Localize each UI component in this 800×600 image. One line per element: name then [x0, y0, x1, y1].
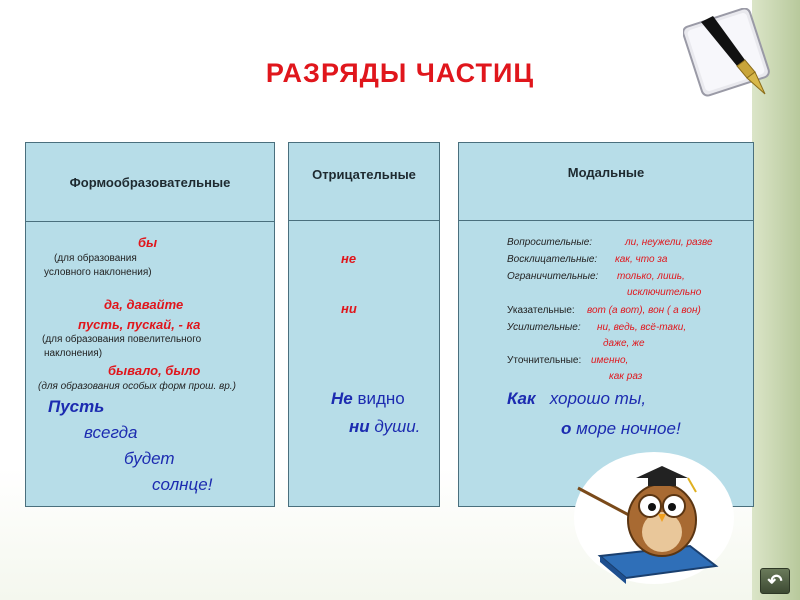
category-label: Усилительные:: [507, 322, 581, 333]
example-text: море ночное!: [571, 419, 681, 438]
particle-ne: не: [341, 251, 357, 266]
category-value: как, что за: [615, 254, 668, 265]
category-value: даже, же: [603, 338, 645, 349]
column-form-particles: [25, 142, 275, 507]
example-word: всегда: [84, 423, 138, 442]
example-text: хорошо ты,: [549, 389, 647, 408]
particle-da: да, давайте: [104, 297, 184, 312]
category-label: Вопросительные:: [507, 237, 593, 248]
example-word: Пусть: [48, 397, 105, 416]
category-label: Уточнительные:: [507, 355, 582, 366]
example-particle: ни: [349, 417, 370, 436]
note: (для образования повелительного: [42, 334, 202, 345]
owl-mascot-icon: [570, 448, 738, 586]
return-arrow-icon[interactable]: ↶: [760, 568, 790, 594]
example-line: [349, 417, 420, 437]
note: наклонения): [44, 348, 103, 359]
category-value: ли, неужели, разве: [625, 237, 713, 248]
category-value: именно,: [591, 355, 629, 366]
example-line: [331, 389, 405, 409]
category-value: исключительно: [627, 287, 702, 298]
example-text: видно: [352, 389, 405, 408]
example-word: будет: [124, 449, 175, 468]
column-header: Отрицательные: [289, 143, 439, 221]
column-header: Модальные: [459, 143, 753, 221]
example-particle: Не: [331, 389, 353, 408]
example-line: [561, 419, 681, 439]
category-label: Указательные:: [507, 305, 575, 316]
example-text: души.: [369, 417, 421, 436]
fountain-pen-icon: [683, 8, 773, 100]
category-value: как раз: [609, 371, 643, 382]
page-title: РАЗРЯДЫ ЧАСТИЦ: [265, 58, 535, 88]
note: (для образования: [54, 253, 137, 264]
column-header: Формообразовательные: [26, 143, 274, 222]
category-value: только, лишь,: [617, 271, 685, 282]
particle-ni: ни: [341, 301, 357, 316]
note: условного наклонения): [44, 267, 152, 278]
example-word: солнце!: [152, 475, 213, 494]
category-label: Восклицательные:: [507, 254, 598, 265]
category-label: Ограничительные:: [507, 271, 599, 282]
category-value: вот (а вот), вон ( а вон): [587, 305, 701, 316]
note: (для образования особых форм прош. вр.): [38, 381, 236, 392]
particle-by: бы: [138, 235, 158, 250]
category-value: ни, ведь, всё-таки,: [597, 322, 687, 333]
column-body: [26, 221, 274, 506]
particle-pust: пусть, пускай, - ка: [78, 317, 201, 332]
column-negative-particles: [288, 142, 440, 507]
example-line: [507, 389, 646, 409]
example-particle: о: [561, 419, 572, 438]
example-particle: Как: [507, 389, 536, 408]
column-body: [289, 221, 439, 506]
particle-byvalo: бывало, было: [108, 363, 201, 378]
